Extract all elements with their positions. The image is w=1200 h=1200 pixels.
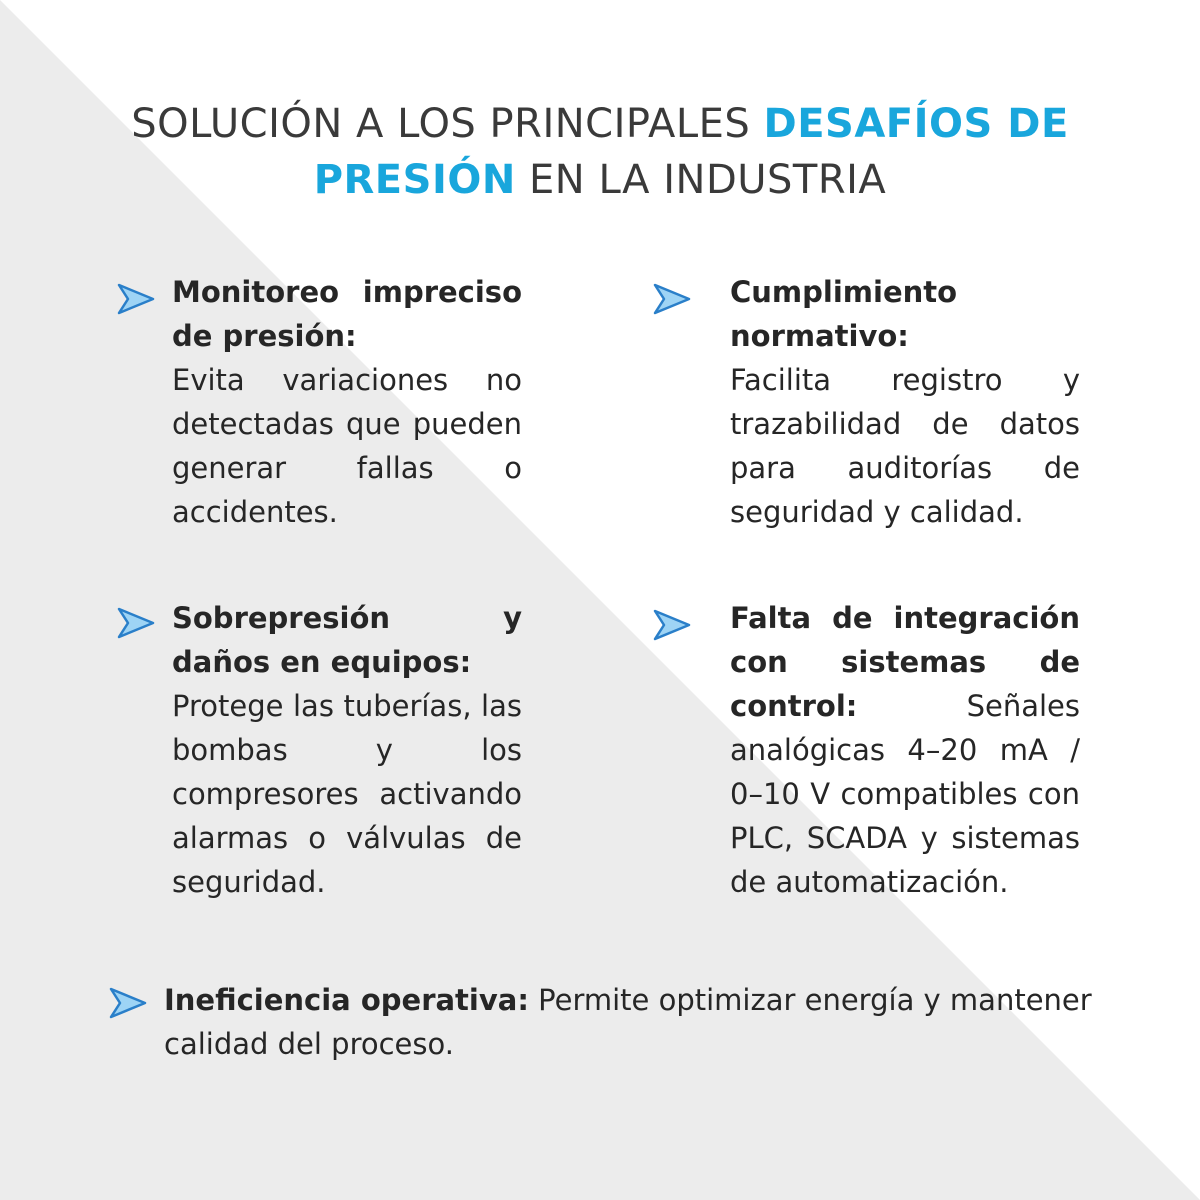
challenge-text [172, 270, 522, 534]
page-title [60, 96, 1140, 208]
challenge-text [164, 978, 1094, 1066]
challenge-text [730, 270, 1080, 534]
challenge-heading: Cumplimiento normativo: [730, 275, 958, 353]
title-part-2: EN LA INDUSTRIA [515, 157, 887, 203]
title-accent: DESAFÍOS DE PRESIÓN [313, 101, 1069, 203]
challenge-heading: Ineficiencia operativa: [164, 983, 529, 1017]
challenge-heading: Falta de integración con sistemas de control: [730, 601, 1080, 723]
challenge-body: Permite optimizar energía y mantener calidad del proceso. [164, 983, 1092, 1061]
challenge-body: Evita variaciones no detectadas que pueden generar fallas o accidentes. [172, 363, 522, 529]
challenge-text [730, 596, 1080, 904]
challenge-body: Señales analógicas 4–20 mA / 0–10 V compatibles con PLC, SCADA y sistemas de automatización. [730, 689, 1080, 899]
challenge-body: Protege las tuberías, las bombas y los compresores activando alarmas o válvulas de seguridad. [172, 689, 522, 899]
arrow-right-icon [652, 608, 692, 642]
challenge-body: Facilita registro y trazabilidad de datos para auditorías de seguridad y calidad. [730, 363, 1080, 529]
arrow-right-icon [116, 282, 156, 316]
challenge-heading: Sobrepresión y daños en equipos: [172, 601, 522, 679]
title-part-1: SOLUCIÓN A LOS PRINCIPALES [131, 101, 764, 147]
challenge-heading: Monitoreo impreciso de presión: [172, 275, 522, 353]
arrow-right-icon [116, 606, 156, 640]
arrow-right-icon [108, 986, 148, 1020]
challenge-text [172, 596, 522, 904]
arrow-right-icon [652, 282, 692, 316]
